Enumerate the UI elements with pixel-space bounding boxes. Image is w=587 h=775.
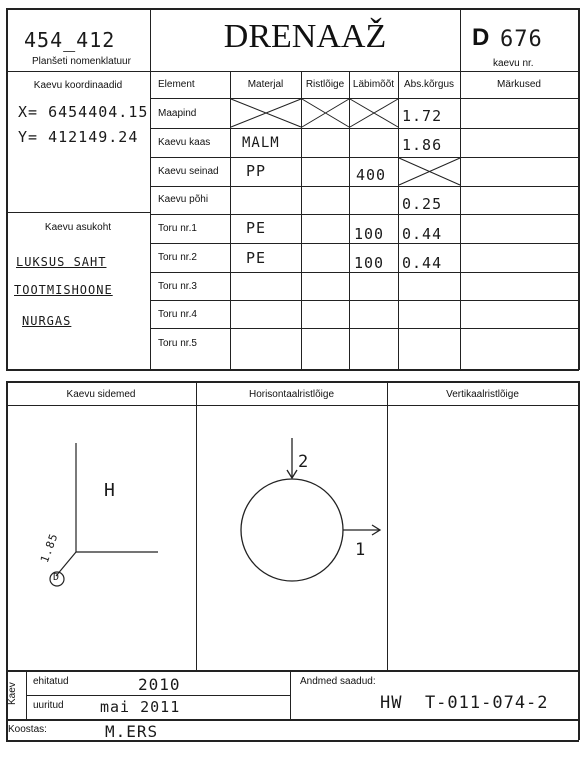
row-label: Kaevu kaas bbox=[158, 137, 211, 148]
author-value: M.ERS bbox=[105, 722, 159, 741]
row-label: Toru nr.4 bbox=[158, 309, 197, 320]
section-title-horizontal: Horisontaalristlõige bbox=[248, 389, 335, 400]
cell-material: PE bbox=[246, 249, 267, 267]
footer-top-border bbox=[6, 670, 579, 672]
section-title-links: Kaevu sidemed bbox=[66, 389, 136, 400]
data-source-label: Andmed saadud: bbox=[300, 676, 376, 687]
grid-line bbox=[290, 670, 291, 719]
row-label: Toru nr.2 bbox=[158, 252, 197, 263]
kaev-label: Kaev bbox=[7, 682, 18, 705]
cell-height: 1.72 bbox=[402, 107, 443, 125]
links-circle-label: D bbox=[53, 572, 61, 583]
coord-y: Y= 412149.24 bbox=[18, 128, 139, 146]
section-title-vertical: Vertikaalristlõige bbox=[446, 389, 519, 400]
col-header-section: Ristlõige bbox=[305, 79, 345, 90]
col-header-height: Abs.kõrgus bbox=[403, 79, 455, 90]
col-header-remarks: Märkused bbox=[497, 79, 541, 90]
row-label: Kaevu põhi bbox=[158, 194, 209, 205]
surveyed-value: mai 2011 bbox=[100, 698, 181, 716]
location-label: Kaevu asukoht bbox=[44, 222, 112, 233]
well-number-label: kaevu nr. bbox=[493, 58, 534, 69]
col-header-diameter: Läbimõõt bbox=[352, 79, 395, 90]
grid-line bbox=[26, 670, 27, 719]
data-source-value: HW T-011-074-2 bbox=[380, 693, 549, 713]
well-circle bbox=[241, 479, 343, 581]
row-label: Toru nr.1 bbox=[158, 223, 197, 234]
surveyed-label: uuritud bbox=[33, 700, 64, 711]
author-label: Koostas: bbox=[8, 724, 47, 735]
cell-diameter: 100 bbox=[354, 225, 385, 243]
axis-lines bbox=[76, 443, 158, 552]
col-header-element: Element bbox=[158, 79, 195, 90]
footer-bottom-border bbox=[6, 740, 579, 742]
cell-height: 1.86 bbox=[402, 136, 443, 154]
built-value: 2010 bbox=[138, 675, 181, 694]
cell-height: 0.44 bbox=[402, 225, 443, 243]
well-number: 676 bbox=[500, 27, 543, 52]
footer-right-border bbox=[578, 670, 580, 740]
cell-diameter: 400 bbox=[356, 166, 387, 184]
row-label: Kaevu seinad bbox=[158, 166, 219, 177]
nomenclature-label: Planšeti nomenklatuur bbox=[32, 56, 131, 67]
page-title: DRENAAŽ bbox=[223, 18, 387, 55]
row-label: Toru nr.3 bbox=[158, 281, 197, 292]
row-label: Maapind bbox=[158, 108, 197, 119]
well-letter: D bbox=[472, 24, 490, 51]
pipe-out-label: 1 bbox=[355, 540, 367, 560]
coords-label: Kaevu koordinaadid bbox=[33, 80, 123, 91]
location-line: TOOTMISHOONE bbox=[14, 283, 113, 297]
cell-material: MALM bbox=[242, 135, 280, 151]
coord-x: X= 6454404.15 bbox=[18, 103, 149, 121]
row-label: Toru nr.5 bbox=[158, 338, 197, 349]
cell-diameter: 100 bbox=[354, 254, 385, 272]
links-letter: H bbox=[104, 480, 116, 501]
location-line: LUKSUS SAHT bbox=[16, 255, 107, 269]
cell-material: PE bbox=[246, 219, 267, 237]
location-line: NURGAS bbox=[22, 314, 72, 328]
cell-material: PP bbox=[246, 162, 267, 180]
cell-height: 0.25 bbox=[402, 195, 443, 213]
col-header-material: Materjal bbox=[247, 79, 284, 90]
pipe-in-label: 2 bbox=[298, 452, 310, 472]
nomenclature-value: 454_412 bbox=[24, 28, 116, 52]
built-label: ehitatud bbox=[33, 676, 69, 687]
footer-divider bbox=[6, 719, 579, 721]
cell-height: 0.44 bbox=[402, 254, 443, 272]
grid-line bbox=[26, 695, 290, 696]
links-value: 1.85 bbox=[38, 531, 61, 565]
